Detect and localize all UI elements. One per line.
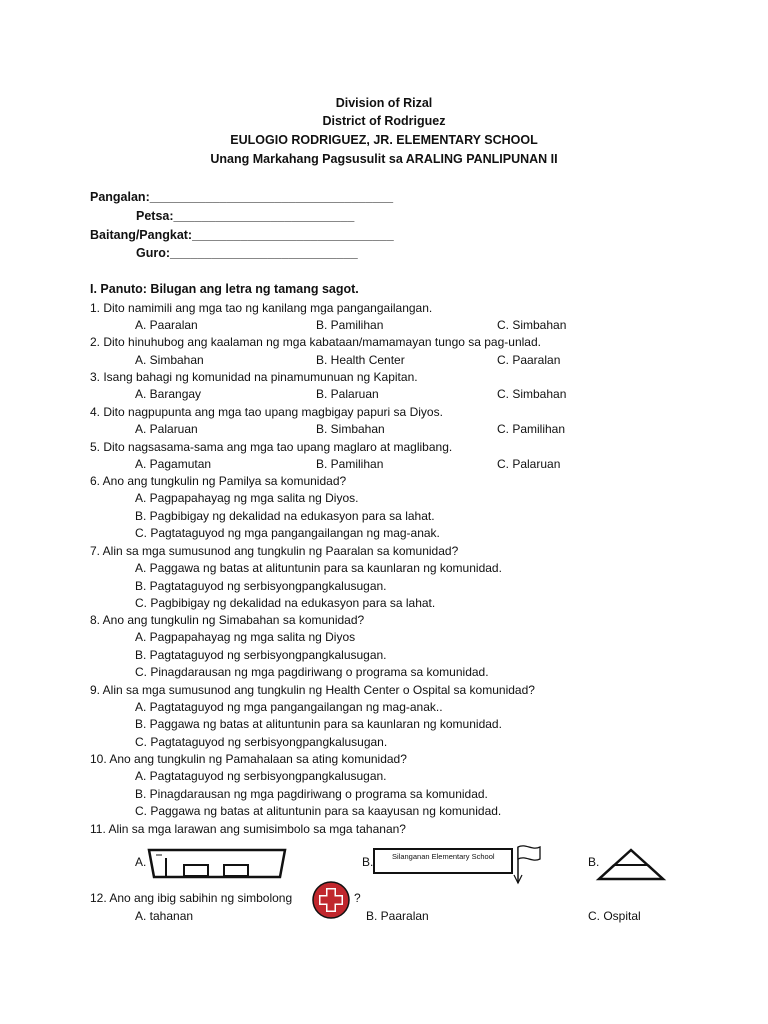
q10-option-b[interactable]: B. Pinagdarausan ng mga pagdiriwang o programa sa komunidad. bbox=[135, 787, 488, 801]
q4-option-b[interactable]: B. Simbahan bbox=[316, 422, 385, 436]
question-8: 8. Ano ang tungkulin ng Simabahan sa komunidad? bbox=[90, 613, 365, 627]
q5-option-b[interactable]: B. Pamilihan bbox=[316, 457, 384, 471]
q11-option-c-label[interactable]: B. bbox=[588, 855, 600, 869]
school-heading: EULOGIO RODRIGUEZ, JR. ELEMENTARY SCHOOL bbox=[230, 133, 538, 147]
q9-option-b[interactable]: B. Paggawa ng batas at alituntunin para sa kaunlaran ng komunidad. bbox=[135, 717, 502, 731]
instructions: I. Panuto: Bilugan ang letra ng tamang sagot. bbox=[90, 282, 359, 296]
q2-option-b[interactable]: B. Health Center bbox=[316, 353, 405, 367]
q2-option-c[interactable]: C. Paaralan bbox=[497, 353, 561, 367]
question-6: 6. Ano ang tungkulin ng Pamilya sa komunidad? bbox=[90, 474, 347, 488]
question-12: 12. Ano ang ibig sabihin ng simbolong bbox=[90, 891, 293, 905]
q1-option-b[interactable]: B. Pamilihan bbox=[316, 318, 384, 332]
question-12-end: ? bbox=[354, 891, 361, 905]
q10-option-c[interactable]: C. Paggawa ng batas at alituntunin para sa kaayusan ng komunidad. bbox=[135, 804, 502, 818]
q5-option-c[interactable]: C. Palaruan bbox=[497, 457, 561, 471]
q12-option-c[interactable]: C. Ospital bbox=[588, 909, 641, 923]
q3-option-b[interactable]: B. Palaruan bbox=[316, 387, 379, 401]
q6-option-a[interactable]: A. Pagpapahayag ng mga salita ng Diyos. bbox=[135, 491, 359, 505]
q8-option-b[interactable]: B. Pagtataguyod ng serbisyongpangkalusugan. bbox=[135, 648, 387, 662]
pangalan-field[interactable]: Pangalan:___________________________________ bbox=[90, 190, 394, 204]
question-5: 5. Dito nagsasama-sama ang mga tao upang maglaro at maglibang. bbox=[90, 440, 453, 454]
q10-option-a[interactable]: A. Pagtataguyod ng serbisyongpangkalusugan. bbox=[135, 769, 387, 783]
q3-option-c[interactable]: C. Simbahan bbox=[497, 387, 567, 401]
q11-option-b-label[interactable]: B. bbox=[362, 855, 374, 869]
q4-option-c[interactable]: C. Pamilihan bbox=[497, 422, 566, 436]
q7-option-c[interactable]: C. Pagbibigay ng dekalidad na edukasyon para sa lahat. bbox=[135, 596, 436, 610]
exam-title: Unang Markahang Pagsusulit sa ARALING PANLIPUNAN II bbox=[210, 152, 558, 166]
q6-option-c[interactable]: C. Pagtataguyod ng mga pangangailangan ng mag-anak. bbox=[135, 526, 440, 540]
question-9: 9. Alin sa mga sumusunod ang tungkulin ng Health Center o Ospital sa komunidad? bbox=[90, 683, 535, 697]
building-a-icon[interactable] bbox=[146, 845, 288, 881]
question-11: 11. Alin sa mga larawan ang sumisimbolo sa mga tahanan? bbox=[90, 822, 406, 836]
q2-option-a[interactable]: A. Simbahan bbox=[135, 353, 204, 367]
district-heading: District of Rodriguez bbox=[322, 114, 446, 128]
q7-option-a[interactable]: A. Paggawa ng batas at alituntunin para sa kaunlaran ng komunidad. bbox=[135, 561, 502, 575]
q5-option-a[interactable]: A. Pagamutan bbox=[135, 457, 212, 471]
q1-option-c[interactable]: C. Simbahan bbox=[497, 318, 567, 332]
q4-option-a[interactable]: A. Palaruan bbox=[135, 422, 198, 436]
baitang-field[interactable]: Baitang/Pangkat:_____________________________ bbox=[90, 228, 394, 242]
question-10: 10. Ano ang tungkulin ng Pamahalaan sa ating komunidad? bbox=[90, 752, 407, 766]
question-1: 1. Dito namimili ang mga tao ng kanilang mga pangangailangan. bbox=[90, 301, 433, 315]
q8-option-a[interactable]: A. Pagpapahayag ng mga salita ng Diyos bbox=[135, 630, 356, 644]
division-heading: Division of Rizal bbox=[335, 96, 433, 110]
q6-option-b[interactable]: B. Pagbibigay ng dekalidad na edukasyon para sa lahat. bbox=[135, 509, 435, 523]
red-cross-icon bbox=[311, 880, 351, 920]
question-2: 2. Dito hinuhubog ang kaalaman ng mga kabataan/mamamayan tungo sa pag-unlad. bbox=[90, 335, 541, 349]
guro-field[interactable]: Guro:___________________________ bbox=[136, 246, 358, 260]
school-sign-text: Silanganan Elementary School bbox=[392, 852, 495, 861]
petsa-field[interactable]: Petsa:__________________________ bbox=[136, 209, 355, 223]
q1-option-a[interactable]: A. Paaralan bbox=[135, 318, 198, 332]
house-icon[interactable] bbox=[596, 846, 666, 882]
q12-option-a[interactable]: A. tahanan bbox=[135, 909, 194, 923]
question-3: 3. Isang bahagi ng komunidad na pinamumunuan ng Kapitan. bbox=[90, 370, 418, 384]
q7-option-b[interactable]: B. Pagtataguyod ng serbisyongpangkalusugan. bbox=[135, 579, 387, 593]
q9-option-c[interactable]: C. Pagtataguyod ng serbisyongpangkalusugan. bbox=[135, 735, 388, 749]
question-7: 7. Alin sa mga sumusunod ang tungkulin ng Paaralan sa komunidad? bbox=[90, 544, 459, 558]
question-4: 4. Dito nagpupunta ang mga tao upang magbigay papuri sa Diyos. bbox=[90, 405, 443, 419]
q8-option-c[interactable]: C. Pinagdarausan ng mga pagdiriwang o programa sa komunidad. bbox=[135, 665, 489, 679]
q3-option-a[interactable]: A. Barangay bbox=[135, 387, 202, 401]
q9-option-a[interactable]: A. Pagtataguyod ng mga pangangailangan ng mag-anak.. bbox=[135, 700, 443, 714]
q12-option-b[interactable]: B. Paaralan bbox=[366, 909, 429, 923]
q11-option-a-label[interactable]: A. bbox=[135, 855, 147, 869]
school-building-icon[interactable] bbox=[372, 843, 548, 887]
